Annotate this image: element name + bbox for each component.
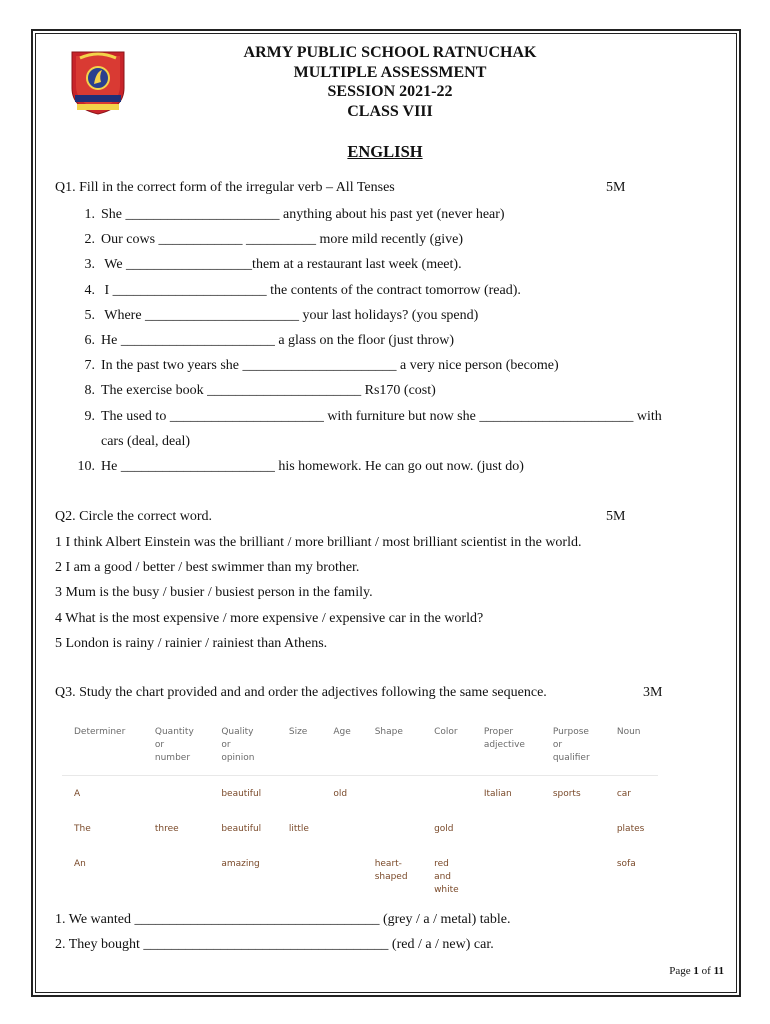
col-header: Proper adjective	[472, 715, 541, 776]
q1-item: 6. He ______________________ a glass on the floor (just throw)	[84, 332, 455, 348]
q3-title: Q3. Study the chart provided and and order the adjectives following the same sequence.	[55, 685, 547, 700]
table-cell: Italian	[483, 789, 512, 799]
table-header-row	[62, 715, 658, 776]
table-cell	[143, 846, 209, 907]
table-cell: A	[74, 789, 81, 799]
school-name: ARMY PUBLIC SCHOOL RATNUCHAK	[243, 44, 537, 61]
table-cell: The	[74, 824, 91, 834]
table-row	[62, 776, 658, 812]
q1-item-continued: cars (deal, deal)	[101, 433, 190, 449]
table-cell	[472, 846, 541, 907]
q2-item: 1 I think Albert Einstein was the brilliant / more brilliant / most brilliant scientist in the world.	[55, 535, 582, 550]
table-cell: little	[288, 824, 309, 834]
q1-item: 2. Our cows ____________ __________ more mild recently (give)	[84, 232, 463, 248]
table-cell	[363, 811, 422, 846]
q2-title: Q2. Circle the correct word.	[55, 509, 213, 524]
q3-item: 2. They bought ___________________________________ (red / a / new) car.	[55, 937, 494, 952]
q3-marks: 3M	[643, 685, 663, 700]
table-cell	[321, 811, 362, 846]
table-cell: plates	[616, 824, 645, 834]
q1-item: 3. We __________________them at a restaurant last week (meet).	[84, 257, 462, 273]
col-header: Size	[277, 715, 321, 776]
adjective-order-table	[62, 715, 658, 907]
table-cell	[143, 776, 209, 812]
q1-item: 8. The exercise book ______________________ Rs170 (cost)	[84, 383, 436, 399]
q1-item: 5. Where ______________________ your last holidays? (you spend)	[84, 307, 479, 323]
q2-item: 2 I am a good / better / best swimmer than my brother.	[55, 560, 360, 576]
table-cell	[321, 846, 362, 907]
of-word: of	[698, 965, 714, 977]
table-row	[62, 846, 658, 907]
page-word: Page	[669, 965, 694, 977]
q2-item: 4 What is the most expensive / more expensive / expensive car in the world?	[55, 610, 484, 626]
assessment-title: MULTIPLE ASSESSMENT	[293, 63, 487, 81]
page-footer	[669, 965, 724, 977]
q1-item: 1. She ______________________ anything about his past yet (never hear)	[84, 207, 505, 222]
table-cell: amazing	[221, 859, 260, 869]
col-header: Determiner	[62, 715, 143, 776]
q1-list	[55, 205, 735, 482]
q3-item: 1. We wanted ___________________________________ (grey / a / metal) table.	[55, 912, 511, 927]
table-cell	[422, 776, 472, 812]
document-header	[130, 43, 650, 121]
table-cell: old	[333, 789, 348, 799]
table-row	[62, 811, 658, 846]
table-cell: gold	[434, 824, 454, 834]
table-cell: three	[154, 824, 179, 834]
table-cell	[541, 811, 605, 846]
table-cell: heart- shaped	[374, 859, 408, 882]
table-cell	[363, 776, 422, 812]
col-header: Quantity or number	[143, 715, 209, 776]
table-cell: sports	[552, 789, 581, 799]
q1-title: Q1. Fill in the correct form of the irregular verb – All Tenses	[55, 180, 395, 195]
table-cell	[472, 811, 541, 846]
table-cell	[541, 846, 605, 907]
school-logo	[66, 48, 130, 116]
table-cell: red and white	[434, 859, 459, 895]
col-header: Color	[422, 715, 472, 776]
col-header: Purpose or qualifier	[541, 715, 605, 776]
q1-item: 4. I ______________________ the contents of the contract tomorrow (read).	[84, 282, 521, 298]
page-number: 1	[693, 965, 699, 977]
table-cell	[277, 776, 321, 812]
q2-item: 5 London is rainy / rainier / rainiest than Athens.	[55, 635, 328, 651]
col-header: Shape	[363, 715, 422, 776]
col-header: Noun	[605, 715, 658, 776]
table-cell: An	[74, 859, 86, 869]
q3-list	[55, 910, 510, 960]
q1-marks: 5M	[606, 180, 626, 195]
table-body	[62, 776, 658, 908]
subject-title: ENGLISH	[347, 142, 423, 161]
table-cell	[277, 846, 321, 907]
col-header: Quality or opinion	[209, 715, 277, 776]
q1-item: 10. He ______________________ his homework. He can go out now. (just do)	[77, 458, 524, 474]
table-cell: beautiful	[221, 789, 262, 799]
table-cell: sofa	[616, 859, 636, 869]
q2-item: 3 Mum is the busy / busier / busiest person in the family.	[55, 585, 373, 601]
table-cell: car	[616, 789, 632, 799]
q1-item: 7. In the past two years she ______________________ a very nice person (become)	[84, 358, 559, 374]
table-cell: beautiful	[221, 824, 262, 834]
page-total: 11	[713, 965, 724, 977]
q2-marks: 5M	[606, 509, 626, 524]
q2-list	[55, 533, 581, 659]
session-label: SESSION 2021-22	[327, 83, 453, 100]
class-label: CLASS VIII	[347, 102, 433, 120]
q1-item: 9. The used to ______________________ with furniture but now she ______________________ with	[84, 408, 662, 424]
col-header: Age	[321, 715, 362, 776]
